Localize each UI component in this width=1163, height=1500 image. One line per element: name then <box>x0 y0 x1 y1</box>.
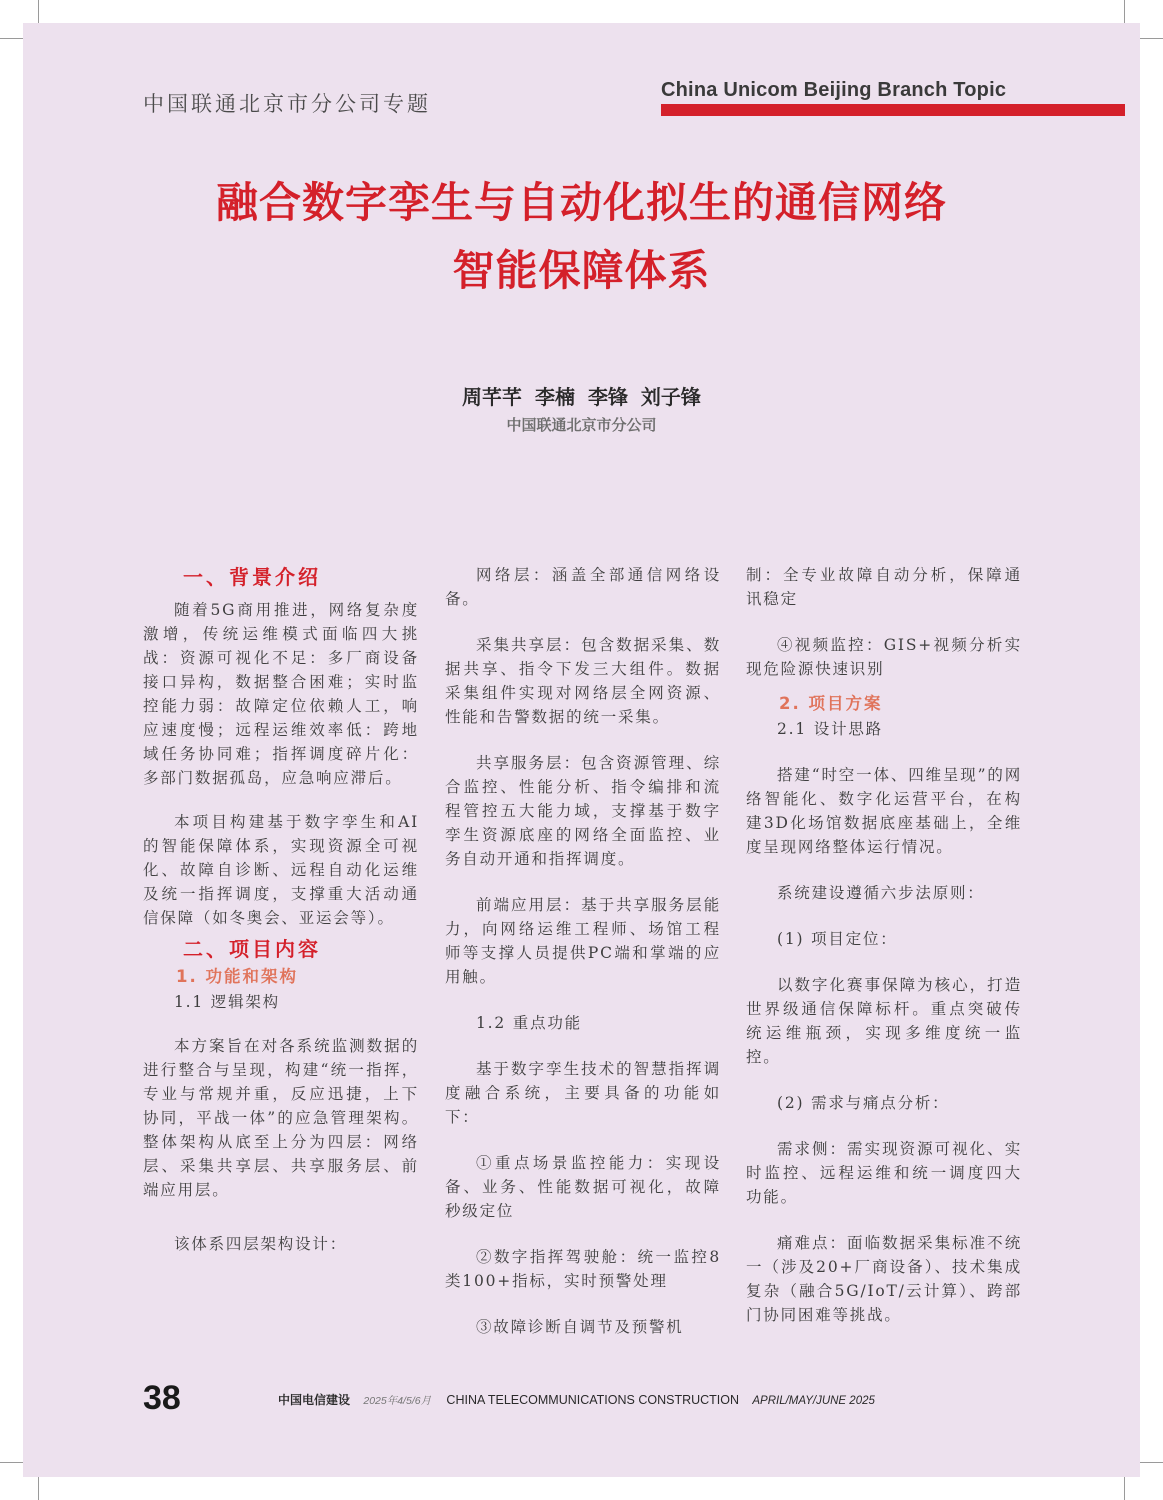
article-title-line1: 融合数字孪生与自动化拟生的通信网络 <box>215 178 947 227</box>
subsection-heading-project-plan: 2. 项目方案 <box>779 694 883 713</box>
paragraph: 痛难点：面临数据采集标准不统一（涉及20+厂商设备）、技术集成复杂（融合5G/IoT/云计算）、跨部门协同困难等挑战。 <box>746 1234 1022 1324</box>
article-affiliation: 中国联通北京市分公司 <box>506 416 657 434</box>
paragraph: 需求侧：需实现资源可视化、实时监控、远程运维和统一调度四大功能。 <box>746 1140 1022 1206</box>
issue-date-cn: 2025年4/5/6月 <box>363 1395 432 1407</box>
section-heading-project-content: 二、项目内容 <box>183 937 321 961</box>
journal-name-cn: 中国电信建设 <box>278 1393 351 1407</box>
paragraph: 本项目构建基于数字孪生和AI的智能保障体系，实现资源全可视化、故障自诊断、远程自动化运维及统一指挥调度，支撑重大活动通信保障（如冬奥会、亚运会等）。 <box>143 813 419 927</box>
article-authors: 周芊芊 李楠 李锋 刘子锋 <box>462 385 701 409</box>
text-column-1 <box>143 562 419 1256</box>
text-column-3 <box>746 563 1022 1327</box>
feature-item: ①重点场景监控能力：实现设备、业务、性能数据可视化，故障秒级定位 <box>445 1154 721 1220</box>
step-heading: (2) 需求与痛点分析： <box>777 1094 950 1112</box>
paragraph: 基于数字孪生技术的智慧指挥调度融合系统，主要具备的功能如下： <box>445 1060 721 1126</box>
article-title-line2: 智能保障体系 <box>452 246 711 295</box>
crop-mark-tl-v <box>38 0 39 25</box>
step-heading: (1) 项目定位： <box>777 930 898 948</box>
paragraph-frontend-layer: 前端应用层：基于共享服务层能力，向网络运维工程师、场馆工程师等支撑人员提供PC端和掌端的应用触。 <box>445 896 721 986</box>
crop-mark-tl-h <box>0 38 25 39</box>
topic-label-en: China Unicom Beijing Branch Topic <box>661 79 1007 101</box>
text-column-2 <box>445 563 721 1339</box>
feature-item: ③故障诊断自调节及预警机 <box>476 1318 684 1336</box>
page-number: 38 <box>143 1379 181 1417</box>
issue-date-en: APRIL/MAY/JUNE 2025 <box>752 1395 875 1407</box>
journal-footer <box>278 1391 875 1408</box>
paragraph-collect-layer: 采集共享层：包含数据采集、数据共享、指令下发三大组件。数据采集组件实现对网络层全网资源、性能和告警数据的统一采集。 <box>445 636 721 726</box>
crop-mark-bl-v <box>38 1475 39 1500</box>
crop-mark-tr-v <box>1124 0 1125 25</box>
feature-item: ②数字指挥驾驶舱：统一监控8类100+指标，实时预警处理 <box>445 1248 721 1290</box>
section-heading-background: 一、背景介绍 <box>183 565 321 589</box>
feature-item: ④视频监控：GIS+视频分析实现危险源快速识别 <box>746 636 1022 678</box>
crop-mark-bl-h <box>0 1462 25 1463</box>
subsubsection-heading-design-idea: 2.1 设计思路 <box>777 720 883 738</box>
subsubsection-heading-logical-architecture: 1.1 逻辑架构 <box>174 993 280 1011</box>
paragraph: 本方案旨在对各系统监测数据的进行整合与呈现，构建“统一指挥，专业与常规并重，反应迅捷，上下协同，平战一体”的应急管理架构。整体架构从底至上分为四层：网络层、采集共享层、共享服务层、前端应用层。 <box>143 1037 419 1199</box>
topic-label-cn: 中国联通北京市分公司专题 <box>143 92 431 116</box>
paragraph: 以数字化赛事保障为核心，打造世界级通信保障标杆。重点突破传统运维瓶颈，实现多维度统一监控。 <box>746 976 1022 1066</box>
paragraph: 搭建“时空一体、四维呈现”的网络智能化、数字化运营平台，在构建3D化场馆数据底座基础上，全维度呈现网络整体运行情况。 <box>746 766 1022 856</box>
paragraph: 系统建设遵循六步法原则： <box>777 884 985 902</box>
journal-name-en: CHINA TELECOMMUNICATIONS CONSTRUCTION <box>446 1393 740 1407</box>
crop-mark-tr-h <box>1138 38 1163 39</box>
paragraph: 该体系四层架构设计： <box>174 1235 348 1253</box>
paragraph-network-layer: 网络层：涵盖全部通信网络设备。 <box>445 566 721 608</box>
paragraph-service-layer: 共享服务层：包含资源管理、综合监控、性能分析、指令编排和流程管控五大能力域，支撑基于数字孪生资源底座的网络全面监控、业务自动开通和指挥调度。 <box>445 754 721 868</box>
subsection-heading-function-architecture: 1. 功能和架构 <box>176 967 298 986</box>
header-accent-bar <box>661 104 1125 116</box>
paragraph: 随着5G商用推进，网络复杂度激增，传统运维模式面临四大挑战：资源可视化不足：多厂商设备接口异构，数据整合困难；实时监控能力弱：故障定位依赖人工，响应速度慢；远程运维效率低：跨地域任务协同难；指挥调度碎片化：多部门数据孤岛，应急响应滞后。 <box>143 601 419 787</box>
feature-item-continued: 制：全专业故障自动分析，保障通讯稳定 <box>746 566 1022 608</box>
crop-mark-br-h <box>1138 1462 1163 1463</box>
crop-mark-br-v <box>1124 1475 1125 1500</box>
subsubsection-heading-key-functions: 1.2 重点功能 <box>476 1014 582 1032</box>
